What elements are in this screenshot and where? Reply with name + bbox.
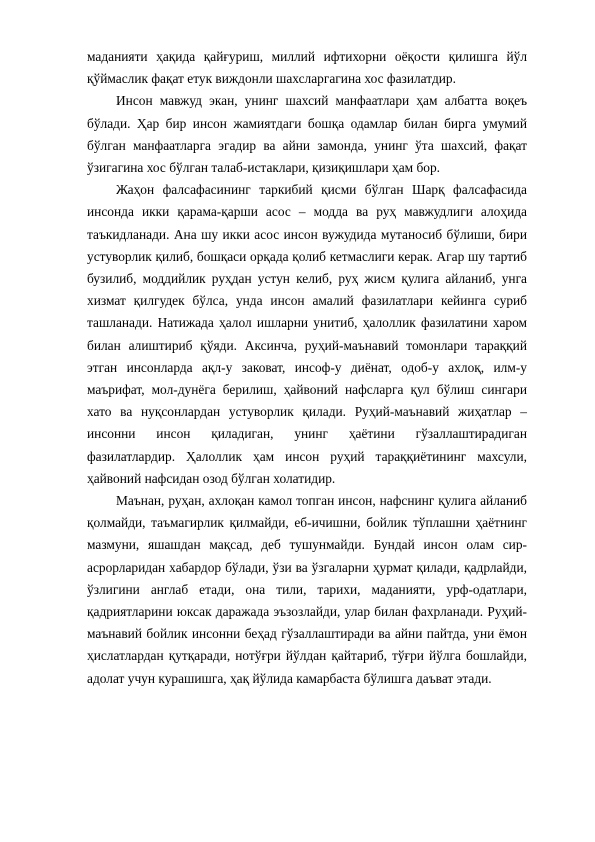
paragraph-eastern-philosophy: Жаҳон фалсафасининг таркибий қисми бўлган Шарқ фалсафасида инсонда икки қарама-қарши асос – модда ва руҳ мавжудлиги алоҳида таъкидланади. Ана шу икки асос инсон вужудида мутаносиб бўлиши, бири устуворлик қилиб, бошқаси орқада қолиб кетмаслиги керак. Агар шу тартиб бузилиб, моддийлик руҳдан устун келиб, руҳ жисм қулига айланиб, унга хизмат қилгудек бўлса, унда инсон амалий фазилатлари кейинга суриб ташланади. Натижада ҳалол ишларни унитиб, ҳалоллик фазилатини харом билан алиштириб қўяди. Аксинча, руҳий-маънавий томонлари тараққий этган инсонларда ақл-у заковат, инсоф-у диёнат, одоб-у ахлоқ, илм-у маърифат, мол-дунёга берилиш, ҳайвоний нафсларга қул бўлиш сингари хато ва нуқсонлардан устуворлик қилади. Руҳий-маънавий жиҳатлар – инсонни инсон қиладиган, унинг ҳаётини гўзаллаштирадиган фазилатлардир. Ҳалоллик ҳам инсон руҳий тараққиётининг махсули, ҳайвоний нафсидан озод бўлган холатидир. [87, 182, 527, 486]
paragraph-spiritual-perfection: Маънан, руҳан, ахлоқан камол топган инсон, нафснинг қулига айланиб қолмайди, таъмагирлик қилмайди, еб-ичишни, бойлик тўплашни ҳаётнинг мазмуни, яшашдан мақсад, деб тушунмайди. Бундай инсон олам сир-асрорларидан хабардор бўлади, ўзи ва ўзгаларни ҳурмат қилади, қадрлайди, ўзлигини англаб етади, она тили, тарихи, маданияти, урф-одатлари, қадриятларини юксак даражада эъзозлайди, улар билан фахрланади. Руҳий-маънавий бойлик инсонни беҳад гўзаллаштиради ва айни пайтда, уни ёмон ҳислатлардан қутқаради, нотўғри йўлдан қайтариб, тўғри йўлга бошлайди, адолат учун курашишга, ҳақ йўлида камарбаста бўлишга даъват этади. [87, 493, 527, 686]
paragraph-continuation: маданияти ҳақида қайғуриш, миллий ифтихорни оёқости қилишга йўл қўймаслик фақат етук виждонли шахсларгагина хос фазилатдир. [87, 49, 527, 87]
document-page [87, 46, 527, 690]
paragraph-personal-interests: Инсон мавжуд экан, унинг шахсий манфаатлари ҳам албатта воқеъ бўлади. Ҳар бир инсон жамиятдаги бошқа одамлар билан бирга умумий бўлган манфаатларга эгадир ва айни замонда, унинг ўта шахсий, фақат ўзигагина хос бўлган талаб-истаклари, қизиқишлари ҳам бор. [87, 93, 527, 176]
